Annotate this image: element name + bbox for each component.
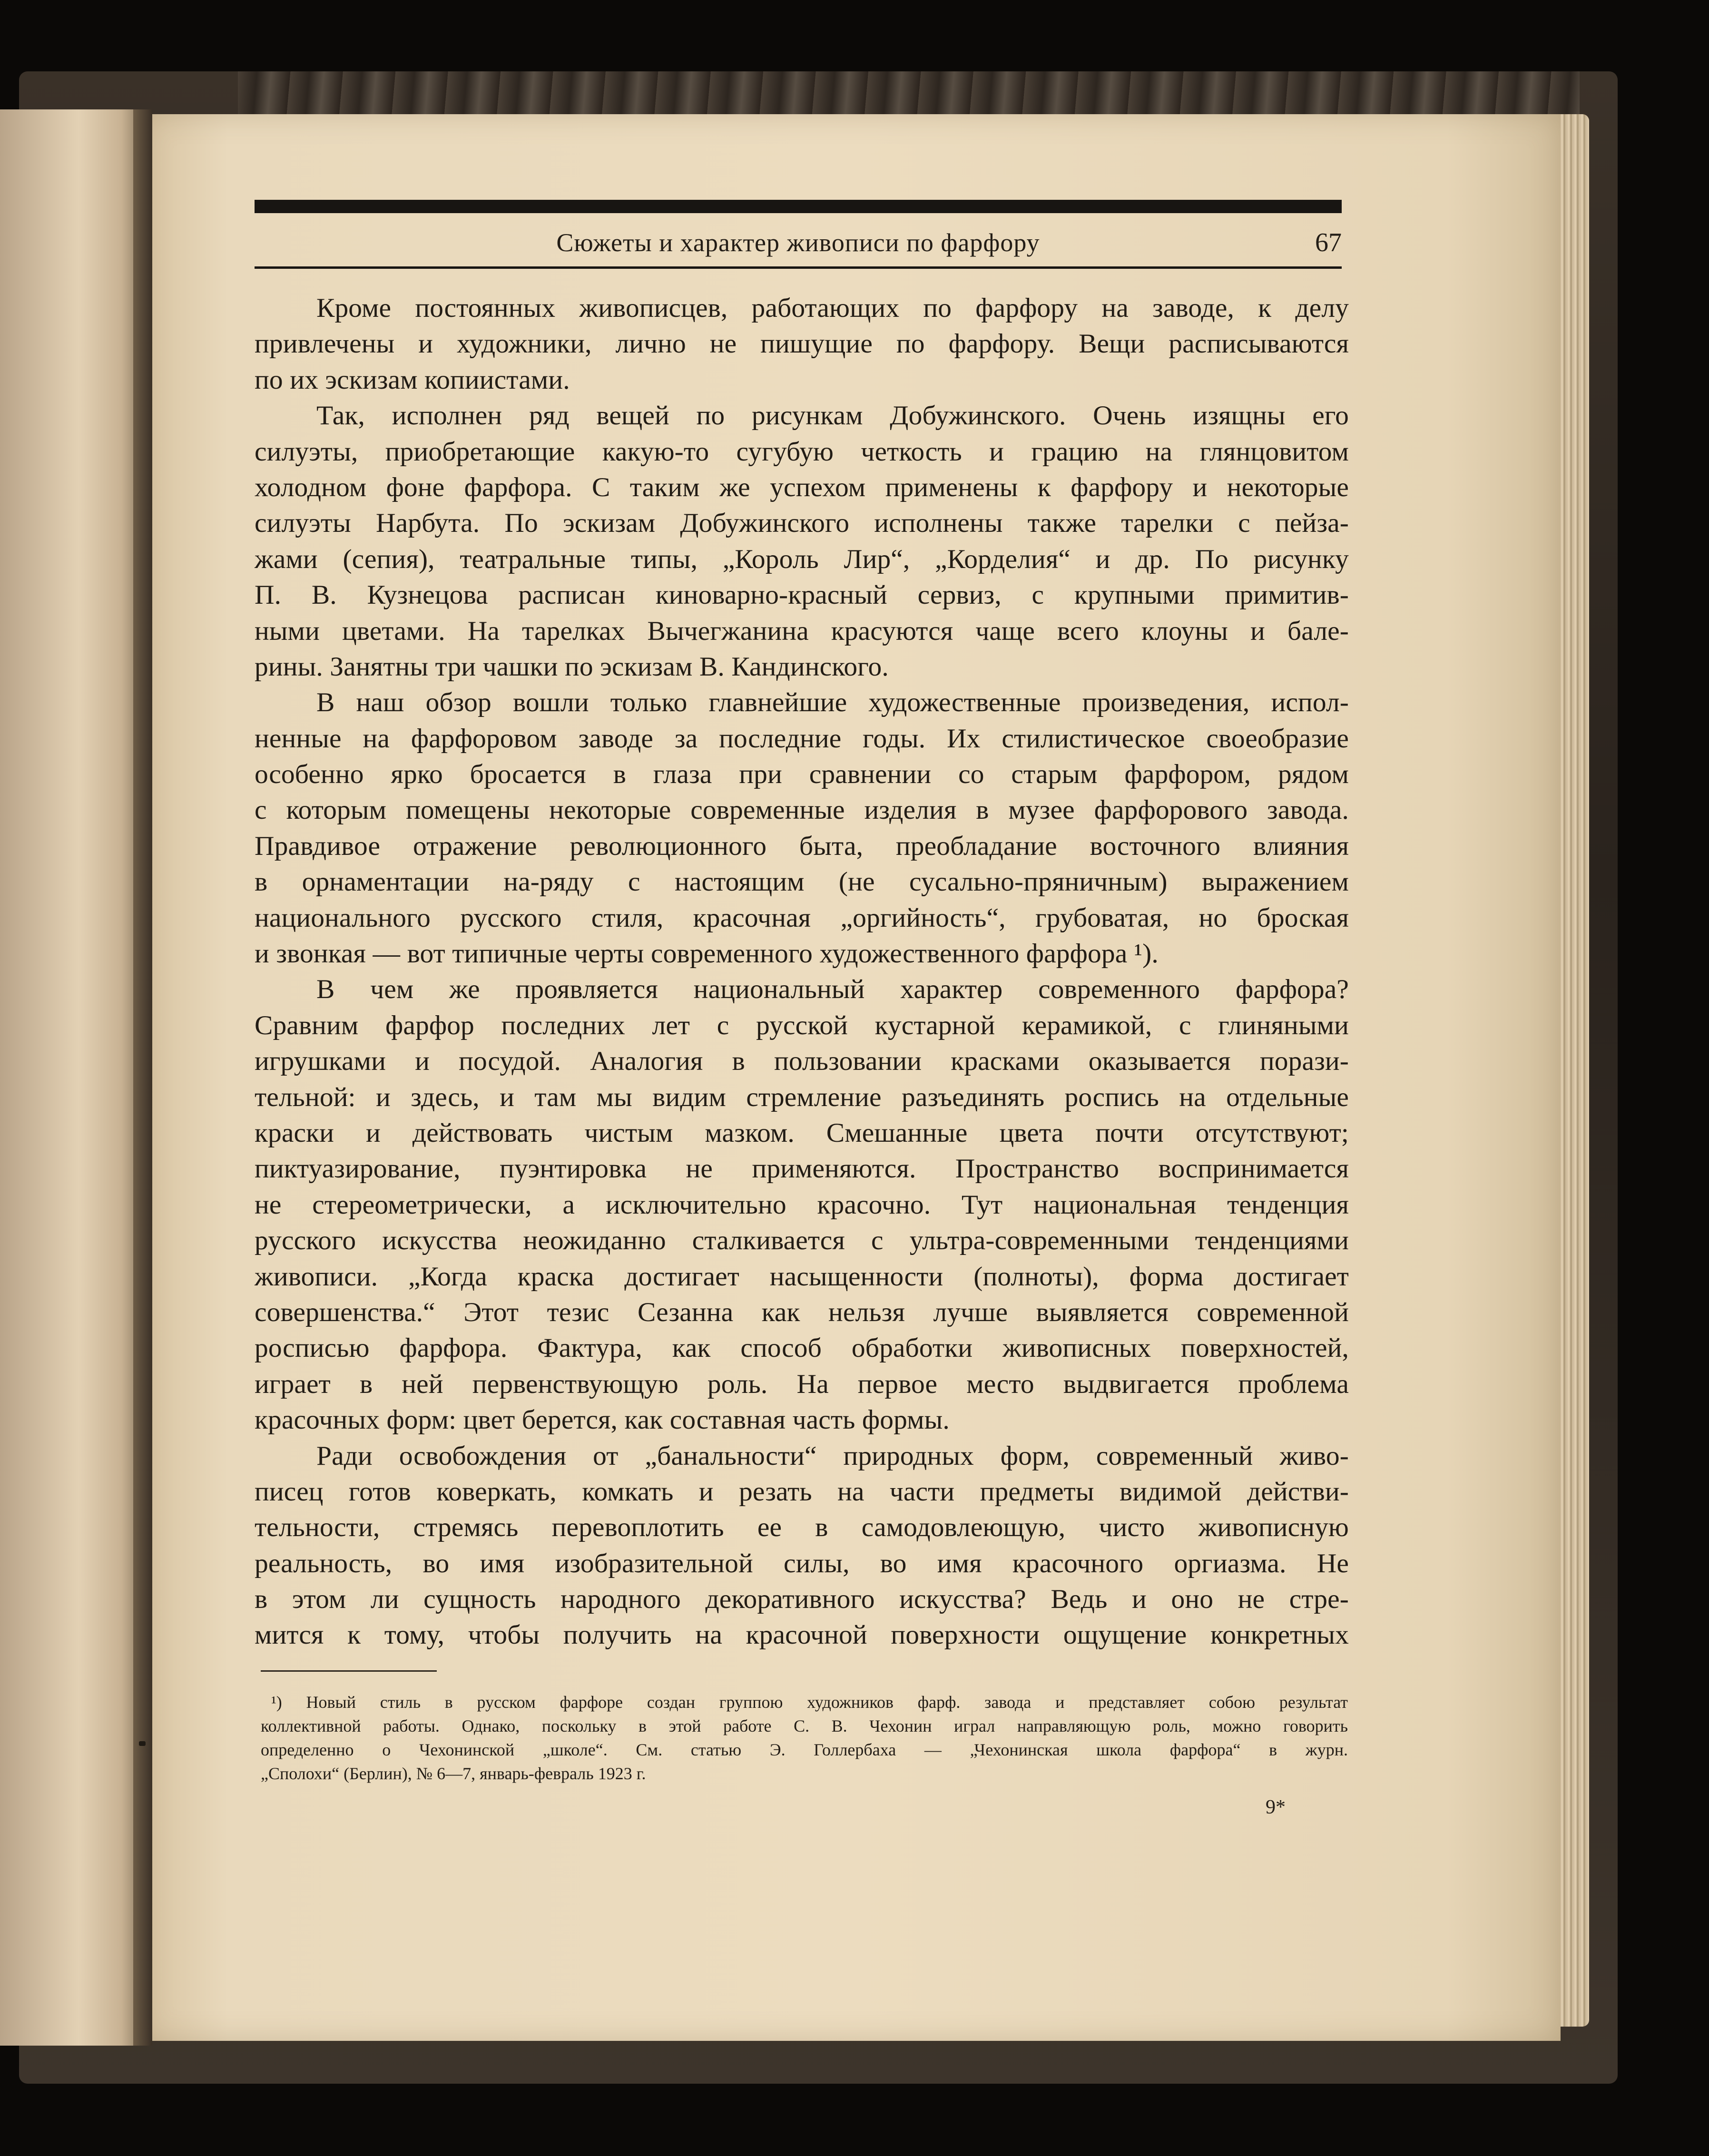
text-line: пиктуазирование, пуэнтировка не применяются. Пространство воспринимается xyxy=(255,1154,1349,1184)
body-text xyxy=(255,290,1349,1653)
page-number: 67 xyxy=(1315,228,1342,257)
text-line: в этом ли сущность народного декоративного искусства? Ведь и оно не стре- xyxy=(255,1584,1349,1615)
header-rule-thin xyxy=(255,266,1342,269)
text-line: мится к тому, чтобы получить на красочной поверхности ощущение конкретных xyxy=(255,1620,1349,1650)
text-line: не стереометрически, а исключительно красочно. Тут национальная тенденция xyxy=(255,1189,1349,1220)
text-line: тельности, стремясь перевоплотить ее в самодовлеющую, чисто живописную xyxy=(255,1512,1349,1543)
book-gutter xyxy=(133,109,152,2046)
text-line: силуэты Нарбута. По эскизам Добужинского исполнены также тарелки с пейза- xyxy=(255,508,1349,539)
text-line: особенно ярко бросается в глаза при сравнении со старым фарфором, рядом xyxy=(255,759,1349,790)
text-line: в орнаментации на-ряду с настоящим (не сусально-пряничным) выражением xyxy=(255,867,1349,897)
text-line: по их эскизам копиистами. xyxy=(255,364,570,395)
footnote-rule xyxy=(261,1670,437,1672)
text-line: краски и действовать чистым мазком. Смешанные цвета почти отсутствуют; xyxy=(255,1117,1349,1148)
printer-signature-mark: 9* xyxy=(1266,1796,1286,1818)
text-line: совершенства.“ Этот тезис Сезанна как нельзя лучше выявляется современной xyxy=(255,1297,1349,1327)
text-line: с которым помещены некоторые современные изделия в музее фарфорового завода. xyxy=(255,795,1349,825)
text-line: привлечены и художники, лично не пишущие по фарфору. Вещи расписываются xyxy=(255,329,1349,359)
footnote xyxy=(261,1690,1348,1785)
text-line: национального русского стиля, красочная „оргийность“, грубоватая, но броская xyxy=(255,902,1349,933)
text-line: играет в ней первенствующую роль. На первое место выдвигается проблема xyxy=(255,1369,1349,1399)
text-line: силуэты, приобретающие какую-то сугубую четкость и грацию на глянцовитом xyxy=(255,436,1349,467)
text-line: жами (сепия), театральные типы, „Король Лир“, „Корделия“ и др. По рисунку xyxy=(255,544,1349,574)
footnote-line: коллективной работы. Однако, поскольку в этой работе С. В. Чехонин играл направляющую роль, можно говорить xyxy=(261,1716,1348,1735)
left-page-edge xyxy=(0,109,143,2046)
text-line: Так, исполнен ряд вещей по рисункам Добужинского. Очень изящны его xyxy=(316,401,1349,431)
text-line: русского искусства неожиданно сталкивается с ультра-современными тенденциями xyxy=(255,1225,1349,1256)
text-line: Сравним фарфор последних лет с русской кустарной керамикой, с глиняными xyxy=(255,1010,1349,1040)
text-line: В наш обзор вошли только главнейшие художественные произведения, испол- xyxy=(316,687,1349,718)
footnote-line: ¹) Новый стиль в русском фарфоре создан группою художников фарф. завода и представляет собою результат xyxy=(271,1693,1348,1712)
text-line: игрушками и посудой. Аналогия в пользовании красками оказывается порази- xyxy=(255,1046,1349,1077)
text-line: писец готов коверкать, комкать и резать на части предметы видимой действи- xyxy=(255,1476,1349,1507)
header-rule-thick xyxy=(255,200,1342,213)
text-line: реальность, во имя изобразительной силы, во имя красочного оргиазма. Не xyxy=(255,1548,1349,1578)
running-title: Сюжеты и характер живописи по фарфору xyxy=(556,228,1040,257)
text-line: и звонкая — вот типичные черты современного художественного фарфора ¹). xyxy=(255,939,1159,969)
footnote-line: определенно о Чехонинской „школе“. См. статью Э. Голлербаха — „Чехонинская школа фарфора“ в журн. xyxy=(261,1740,1348,1759)
text-line: тельной: и здесь, и там мы видим стремление разъединять роспись на отдельные xyxy=(255,1082,1349,1112)
text-line: Ради освобождения от „банальности“ природных форм, современный живо- xyxy=(316,1441,1349,1471)
text-line: П. В. Кузнецова расписан киноварно-красный сервиз, с крупными примитив- xyxy=(255,580,1349,610)
text-line: ненные на фарфоровом заводе за последние годы. Их стилистическое своеобразие xyxy=(255,723,1349,754)
text-line: В чем же проявляется национальный характер современного фарфора? xyxy=(316,974,1349,1005)
text-line: Кроме постоянных живописцев, работающих по фарфору на заводе, к делу xyxy=(316,293,1349,323)
text-line: красочных форм: цвет берется, как составная часть формы. xyxy=(255,1405,950,1435)
text-line: ными цветами. На тарелках Вычегжанина красуются чаще всего клоуны и бале- xyxy=(255,616,1349,646)
text-line: живописи. „Когда краска достигает насыщенности (полноты), форма достигает xyxy=(255,1261,1349,1292)
margin-mark xyxy=(139,1741,146,1746)
text-line: росписью фарфора. Фактура, как способ обработки живописных поверхностей, xyxy=(255,1333,1349,1363)
footnote-line: „Сполохи“ (Берлин), № 6—7, январь-февраль 1923 г. xyxy=(261,1764,646,1783)
text-line: холодном фоне фарфора. С таким же успехом применены к фарфору и некоторые xyxy=(255,472,1349,502)
running-head xyxy=(255,224,1342,262)
text-line: рины. Занятны три чашки по эскизам В. Кандинского. xyxy=(255,651,889,682)
text-line: Правдивое отражение революционного быта, преобладание восточного влияния xyxy=(255,831,1349,861)
